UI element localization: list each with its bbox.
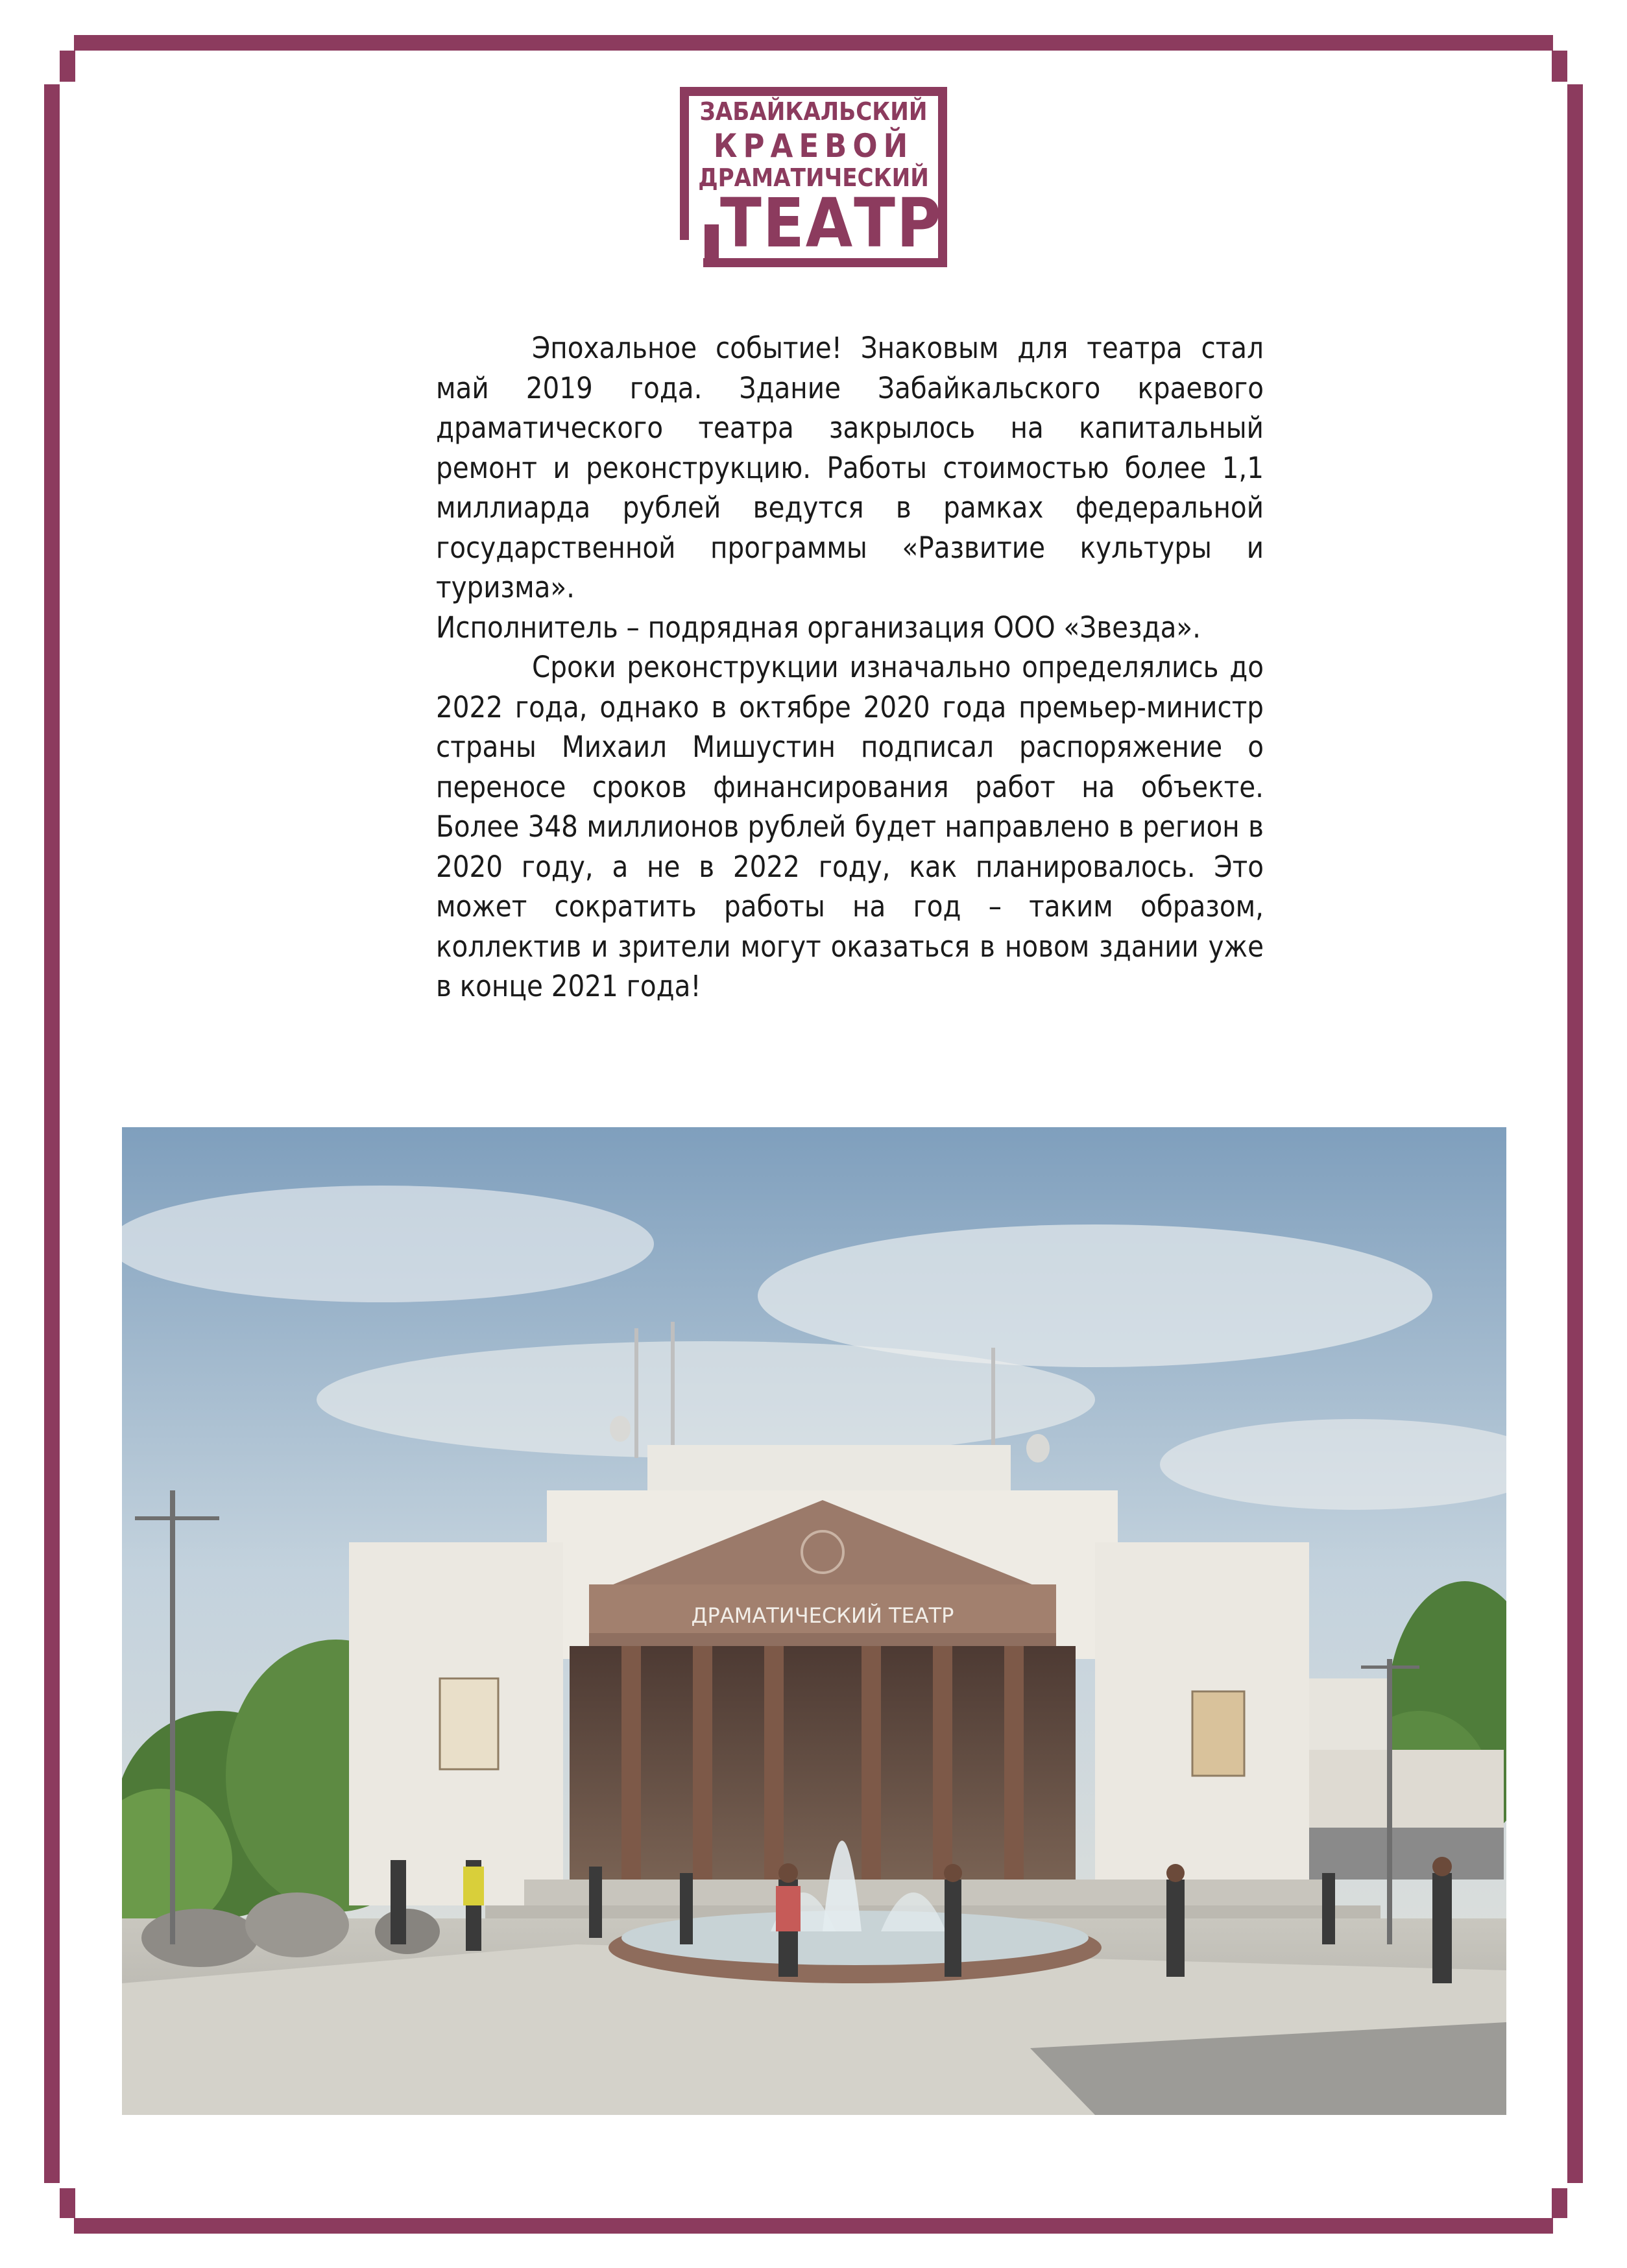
- facade-sign: ДРАМАТИЧЕСКИЙ ТЕАТР: [691, 1603, 954, 1628]
- paragraph-1: Эпохальное событие! Знаковым для театра стал май 2019 года. Здание Забайкальского краевого драматического театра закрылось на капитальный ремонт и реконструкцию. Работы стоимостью более 1,1 миллиарда рублей ведутся в рамках федеральной государственной программы «Развитие культуры и туризма».: [436, 331, 1264, 604]
- logo-line-3: ДРАМАТИЧЕСКИЙ: [698, 163, 929, 192]
- paragraph-3: Сроки реконструкции изначально определялись до 2022 года, однако в октябре 2020 года премьер-министр страны Михаил Мишустин подписал распоряжение о переносе сроков финансирования работ на объекте. Более 348 миллионов рублей будет направлено в регион в 2020 году, а не в 2022 году, как планировалось. Это может сократить работы на год – таким образом, коллектив и зрители могут оказаться в новом здании уже в конце 2021 года!: [436, 650, 1264, 1003]
- logo-line-4: ТЕАТР: [720, 184, 943, 263]
- theatre-building-rendering: [122, 1127, 1506, 2115]
- logo-line-2: КРАЕВОЙ: [713, 127, 914, 165]
- article-text: [436, 328, 1264, 1007]
- paragraph-2: Исполнитель – подрядная организация ООО «Звезда».: [436, 610, 1201, 645]
- logo-line-1: ЗАБАЙКАЛЬСКИЙ: [699, 97, 928, 126]
